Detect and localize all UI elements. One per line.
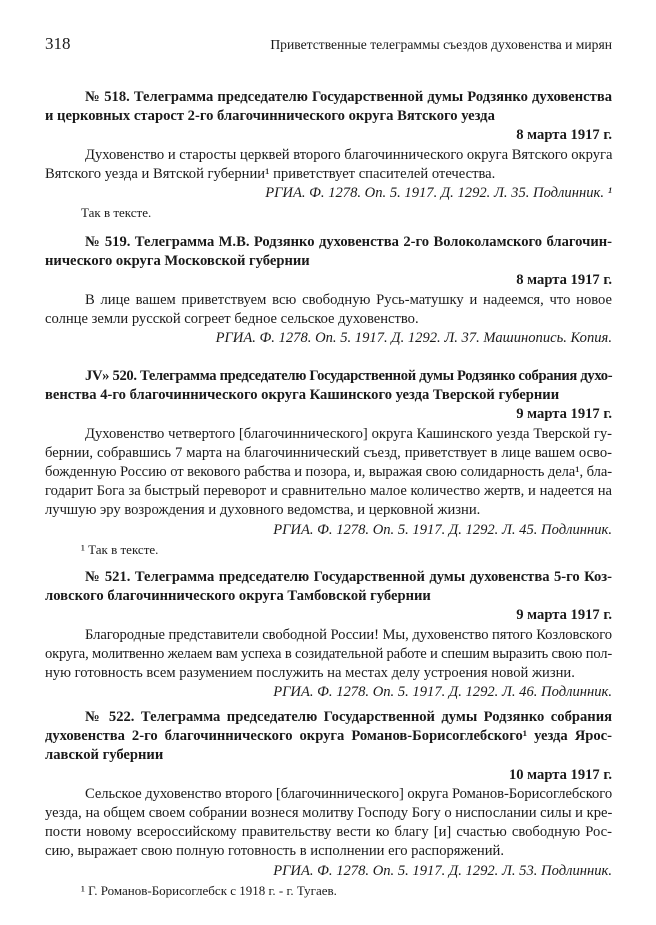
archive-reference: РГИА. Ф. 1278. Оп. 5. 1917. Д. 1292. Л. 37. Машинопись. Копия. (215, 330, 612, 347)
entry-body-line: Вятского уезда и Вятской губернии¹ приветствует спасителей отечества. (45, 165, 496, 182)
entry-title-line: духовенства 2-го благочиннического округа Романов-Борисоглебского¹ уезда Ярос- (45, 728, 612, 745)
telegram-entry (45, 367, 612, 559)
entry-date: 8 марта 1917 г. (516, 272, 612, 289)
entry-title-line: № 521. Телеграмма председателю Государственной думы духовенства 5-го Коз- (85, 569, 612, 585)
entry-body-line: округа, молитвенно желаем вам успеха в созидательной работе и спешим выразить свою пол- (45, 645, 612, 662)
entry-title-line: нического округа Московской губернии (45, 253, 310, 270)
footnote: Так в тексте. (81, 205, 152, 221)
entry-body-line: сию, выражает свою полную готовность в исполнении его распоряжений. (45, 843, 504, 860)
entry-title-line: № 519. Телеграмма М.В. Родзянко духовенства 2-го Волоколамского благочин- (85, 234, 612, 250)
entry-title-line: № 522. Телеграмма председателю Государственной думы Родзянко собрания (85, 709, 612, 725)
entry-body-line: Духовенство четвертого [благочиннического] округа Кашинского уезда Тверской гу- (85, 425, 612, 442)
entry-body-line: лучшую эру возрождения и духовного ведомства, и церковной жизни. (45, 502, 481, 519)
archive-reference: РГИА. Ф. 1278. Оп. 5. 1917. Д. 1292. Л. 35. Подлинник. ¹ (265, 185, 612, 202)
entry-body-line: ную готовность всем разумением послужить на местах делу устроения новой жизни. (45, 665, 575, 682)
archive-reference: РГИА. Ф. 1278. Оп. 5. 1917. Д. 1292. Л. 53. Подлинник. (273, 862, 612, 879)
entry-body-line: годарит Бога за быстрый переворот и сравнительно малое количество жертв, и надеется на (45, 483, 612, 500)
running-head: Приветственные телеграммы съездов духовенства и мирян (270, 37, 612, 52)
telegram-entry (45, 708, 612, 900)
archive-reference: РГИА. Ф. 1278. Оп. 5. 1917. Д. 1292. Л. 46. Подлинник. (273, 684, 612, 701)
footnote: ¹ Г. Романов-Борисоглебск с 1918 г. - г. Тугаев. (81, 882, 337, 898)
page-number: 318 (45, 34, 71, 53)
entry-body-line: Духовенство и старосты церквей второго благочиннического округа Вятского округа (85, 146, 613, 163)
entry-title-line: лавской губернии (45, 747, 164, 764)
entry-body-line: уезда, на общем своем собрании вознеся молитву Господу Богу о ниспослании силы и кре- (45, 805, 613, 822)
entry-date: 9 марта 1917 г. (516, 607, 612, 624)
telegram-entry (45, 568, 612, 702)
entry-body-line: пости новому всероссийскому правительству вести ко благу [и] счастью свободную Рос- (45, 824, 612, 841)
entry-title-line: JV» 520. Телеграмма председателю Государственной думы Родзянко собрания духо- (85, 368, 613, 384)
archive-reference: РГИА. Ф. 1278. Оп. 5. 1917. Д. 1292. Л. 45. Подлинник. (273, 521, 612, 538)
entry-body-line: божденную Россию от векового рабства и позора, и, выражая свою солидарность дела¹, бла- (45, 464, 612, 481)
entry-body-line: Благородные представители свободной России! Мы, духовенство пятого Козловского (85, 626, 612, 643)
entry-date: 8 марта 1917 г. (516, 127, 612, 144)
entry-title-line: и церковных старост 2-го благочиннического округа Вятского уезда (45, 108, 495, 125)
telegram-entry (45, 233, 612, 348)
entry-title-line: № 518. Телеграмма председателю Государственной думы Родзянко духовенства (85, 89, 612, 105)
entry-body-line: бернии, собравшись 7 марта на благочиннический съезд, приветствует в лице вашем осво- (45, 444, 612, 461)
entry-body-line: В лице вашем приветствуем всю свободную Русь-матушку и надеемся, что новое (85, 291, 612, 308)
entry-date: 10 марта 1917 г. (508, 766, 612, 783)
entry-body-line: Сельское духовенство второго [благочиннического] округа Романов-Борисоглебского (85, 785, 613, 802)
footnote: ¹ Так в тексте. (81, 541, 159, 557)
entry-title-line: ловского благочиннического округа Тамбовской губернии (45, 588, 431, 605)
entry-date: 9 марта 1917 г. (516, 406, 612, 423)
telegram-entry (45, 88, 612, 222)
entry-body-line: солнце земли русской согреет бедное сельское духовенство. (45, 310, 419, 327)
entry-title-line: венства 4-го благочиннического округа Кашинского уезда Тверской губернии (45, 387, 560, 404)
